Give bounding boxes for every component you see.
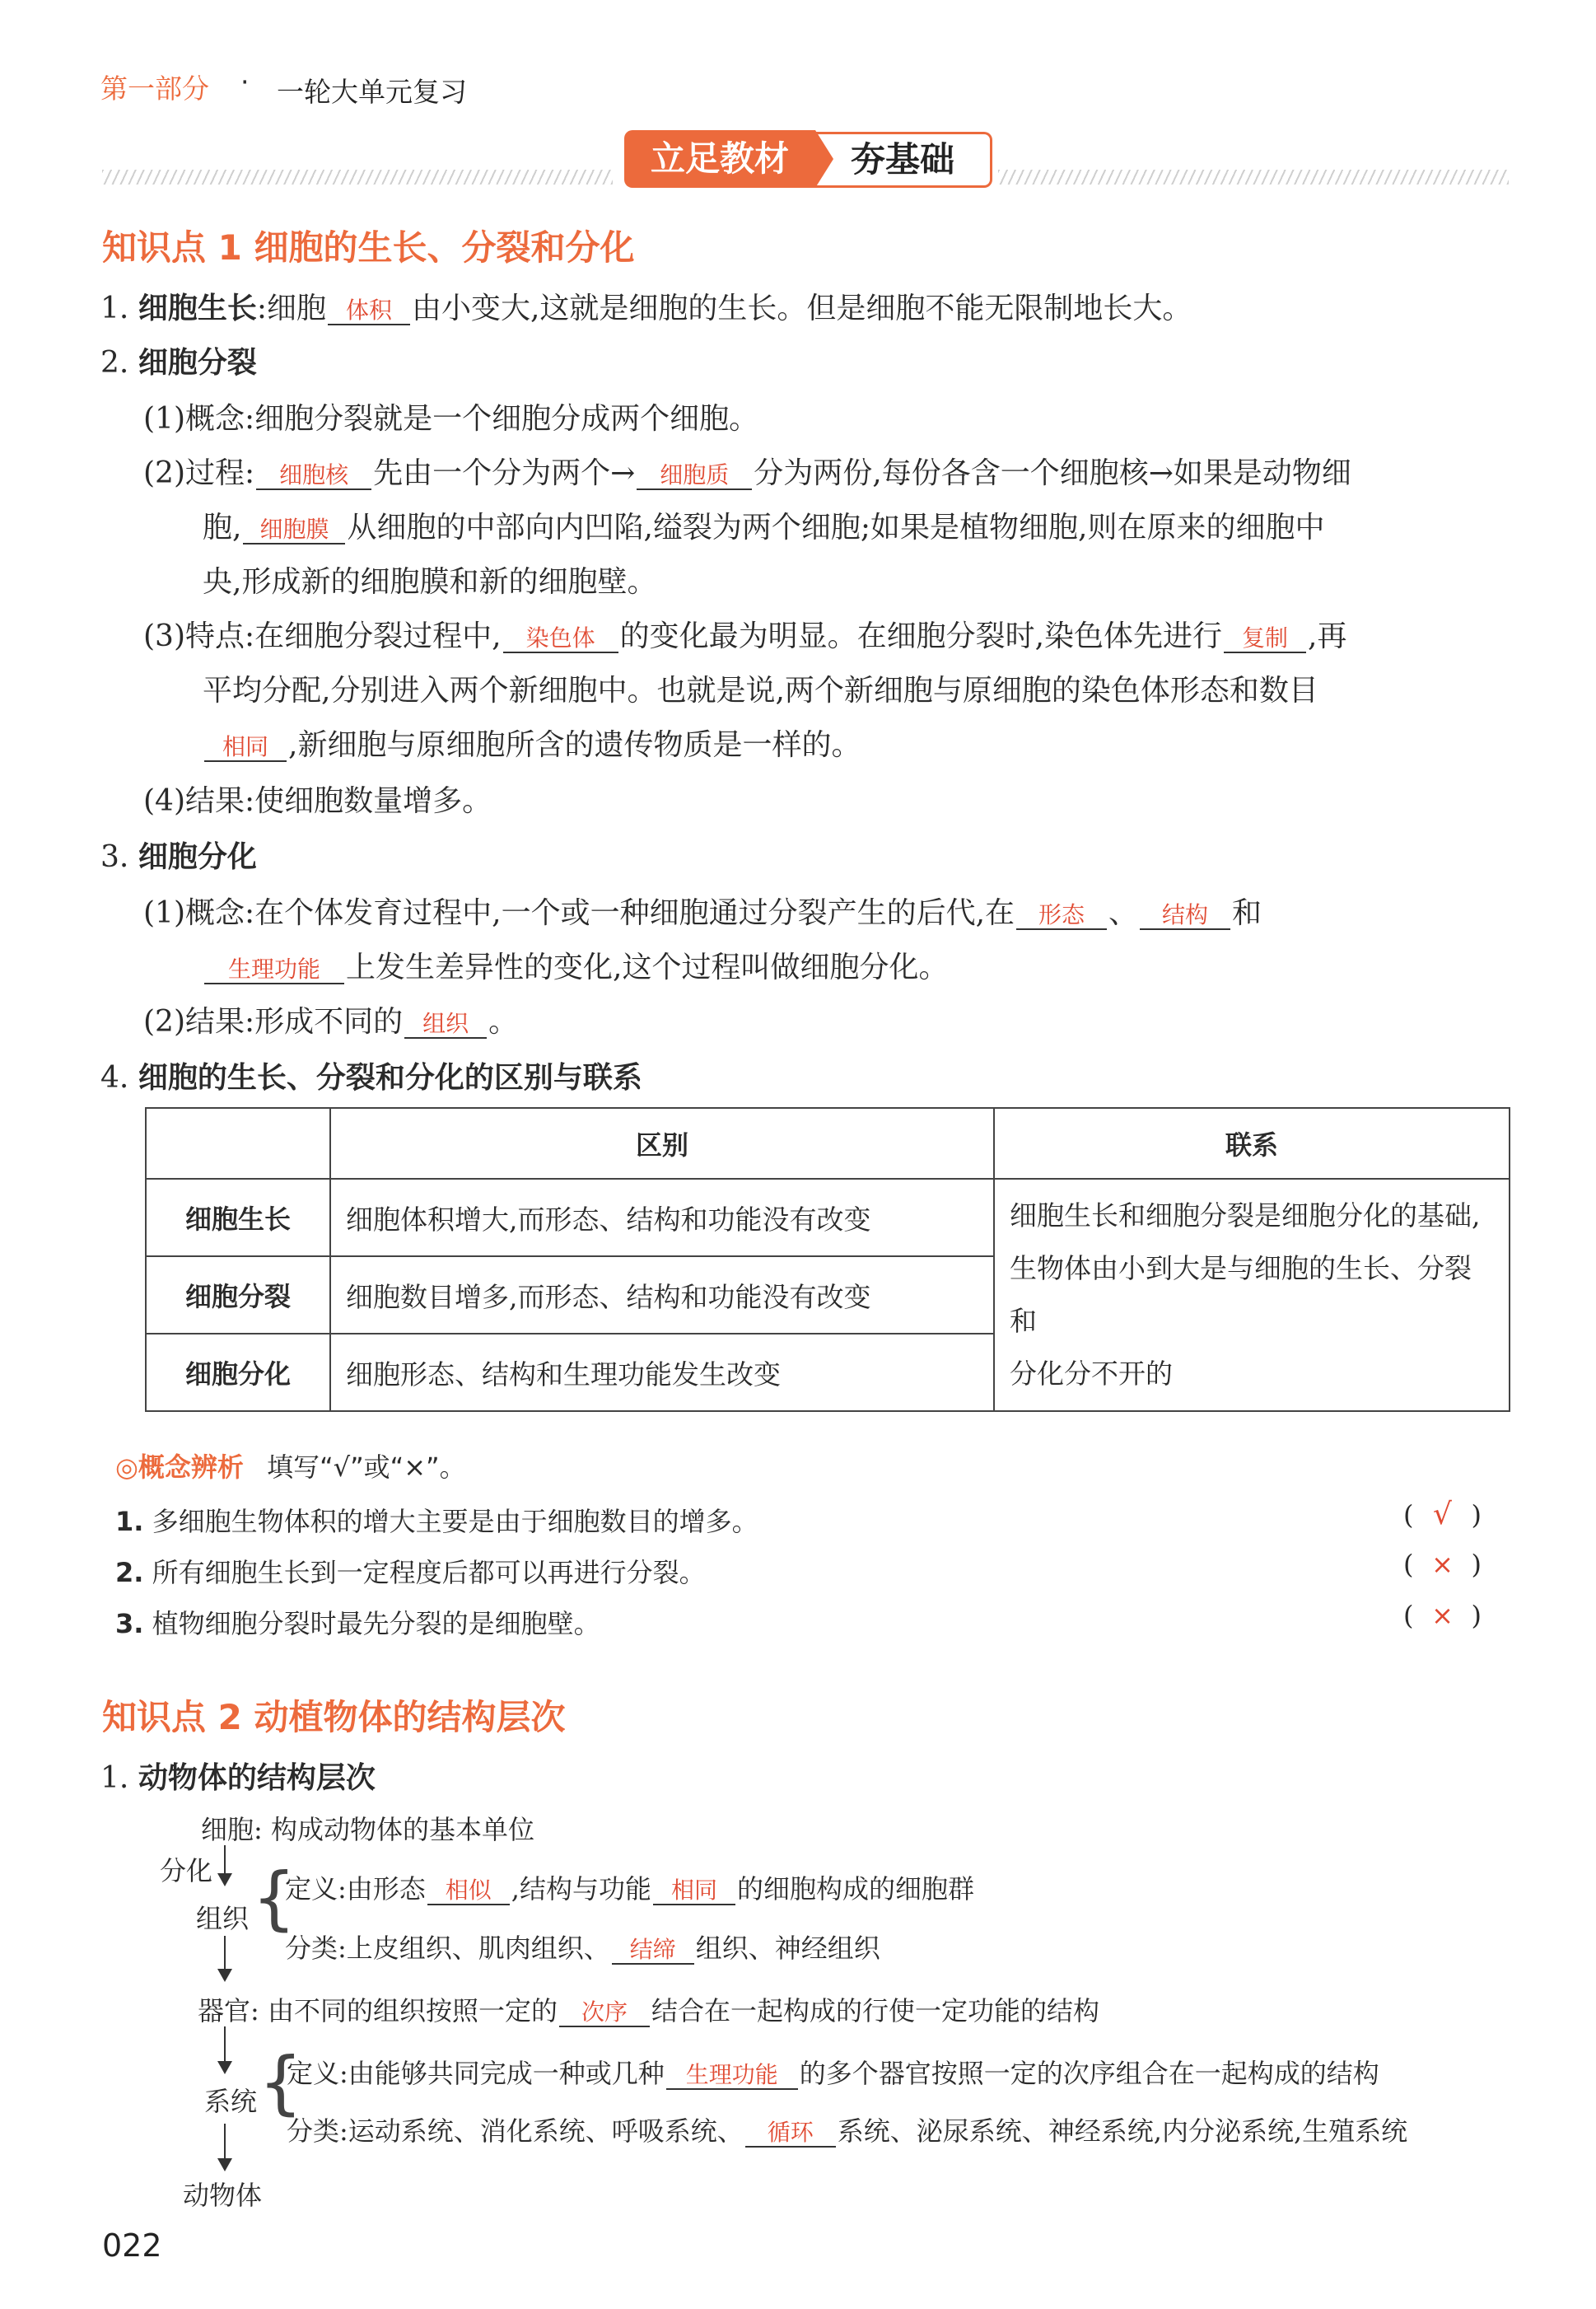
answer-blank: 循环 <box>745 2121 836 2148</box>
brace-icon: { <box>259 2042 303 2123</box>
level-organ: 器官: 由不同的组织按照一定的 次序 结合在一起构成的行使一定功能的结构 <box>198 1995 1099 2026</box>
down-arrow-icon <box>224 2026 226 2073</box>
concept-label: ◎概念辨析 <box>115 1451 244 1483</box>
table-header-empty <box>146 1108 330 1179</box>
item-number: 1. <box>100 292 129 325</box>
table-connection-cell: 细胞生长和细胞分裂是细胞分化的基础, 生物体由小到大是与细胞的生长、分裂和 分化分不开的 <box>994 1179 1510 1411</box>
down-arrow-icon <box>224 1845 226 1885</box>
answer-blank: 相同 <box>653 1879 735 1905</box>
down-arrow-icon <box>224 1936 226 1980</box>
answer-blank: 结构 <box>1140 904 1230 930</box>
division-feature-line-3: 相同 ,新细胞与原细胞所含的遗传物质是一样的。 <box>203 722 861 764</box>
item-label: 细胞分化 <box>138 840 257 874</box>
decorative-hatch-right <box>998 170 1509 185</box>
answer-blank: 形态 <box>1016 904 1107 930</box>
division-process-line-2: 胞, 细胞膜 从细胞的中部向内凹陷,缢裂为两个细胞;如果是植物细胞,则在原来的细胞中 <box>203 511 1325 545</box>
answer-blank: 体积 <box>328 299 410 325</box>
system-definition: 定义:由能够共同完成一种或几种 生理功能 的多个器官按照一定的次序组合在一起构成的结构 <box>287 2058 1379 2089</box>
concept-instruction: 填写“√”或“×”。 <box>267 1451 466 1483</box>
judgement-answer: ( √ ) <box>1403 1498 1482 1531</box>
answer-blank: 生理功能 <box>666 2064 798 2090</box>
level-system: 系统 <box>204 2086 258 2117</box>
item-label: 细胞生长 <box>138 292 257 325</box>
decorative-hatch-left <box>102 170 613 185</box>
brace-icon: { <box>252 1858 296 1938</box>
chapter-subtitle: 一轮大单元复习 <box>277 76 467 108</box>
table-row <box>146 1179 1510 1256</box>
differentiation-result: (2)结果:形成不同的 组织 。 <box>143 1005 519 1039</box>
division-result: (4)结果:使细胞数量增多。 <box>143 784 492 818</box>
answer-blank: 细胞核 <box>256 464 371 490</box>
table-header-connection: 联系 <box>994 1108 1510 1179</box>
division-feature-line-1: (3)特点:在细胞分裂过程中, 染色体 的变化最为明显。在细胞分裂时,染色体先进行 复制 ,再 <box>143 619 1347 653</box>
level-cell: 细胞: 构成动物体的基本单位 <box>201 1814 534 1845</box>
banner-arrow-shape <box>815 130 833 188</box>
differentiation-concept-line-2: 生理功能 上发生差异性的变化,这个过程叫做细胞分化。 <box>203 944 948 986</box>
judgement-answer: ( × ) <box>1403 1600 1482 1631</box>
kp1-item-1: 1. 细胞生长:细胞 体积 由小变大,这就是细胞的生长。但是细胞不能无限制地长大。 <box>100 292 1192 325</box>
division-process-line-3: 央,形成新的细胞膜和新的细胞壁。 <box>203 565 657 599</box>
answer-blank: 细胞质 <box>637 464 752 490</box>
item-label: 动物体的结构层次 <box>138 1761 376 1795</box>
table-cell: 细胞形态、结构和生理功能发生改变 <box>330 1334 994 1411</box>
table-header-difference: 区别 <box>330 1108 994 1179</box>
section-banner <box>624 130 987 188</box>
answer-blank: 相同 <box>204 736 287 762</box>
banner-right-label: 夯基础 <box>807 132 992 188</box>
down-arrow-icon <box>224 2124 226 2170</box>
kp1-item-3: 3. 细胞分化 <box>100 840 257 874</box>
division-concept: (1)概念:细胞分裂就是一个细胞分成两个细胞。 <box>143 402 759 436</box>
concept-discrimination-header <box>115 1447 466 1484</box>
level-tissue: 组织 <box>196 1903 250 1934</box>
answer-blank: 细胞膜 <box>243 518 345 545</box>
page-number: 022 <box>102 2227 162 2264</box>
differentiation-concept-line-1: (1)概念:在个体发育过程中,一个或一种细胞通过分裂产生的后代,在 形态 、 结构 和 <box>143 896 1262 930</box>
table-header-row <box>146 1108 1510 1179</box>
tissue-definition: 定义:由形态 相似 ,结构与功能 相同 的细胞构成的细胞群 <box>285 1873 974 1905</box>
answer-blank: 生理功能 <box>204 958 344 984</box>
knowledge-point-2-title: 知识点 2 动植物体的结构层次 <box>102 1697 566 1737</box>
kp2-item-1: 1. 动物体的结构层次 <box>100 1761 376 1795</box>
item-label: 细胞分裂 <box>138 346 257 380</box>
level-animal: 动物体 <box>183 2180 263 2211</box>
answer-blank: 结缔 <box>612 1938 694 1965</box>
judgement-answer: ( × ) <box>1403 1549 1482 1580</box>
comparison-table <box>145 1107 1510 1412</box>
answer-blank: 相似 <box>427 1879 510 1905</box>
banner-left-label: 立足教材 <box>624 130 815 188</box>
answer-blank: 染色体 <box>503 627 618 653</box>
differentiation-label: 分化 <box>160 1855 213 1886</box>
division-process-line-1: (2)过程: 细胞核 先由一个分为两个→ 细胞质 分为两份,每份各含一个细胞核→如果是动物细 <box>143 456 1351 490</box>
table-cell: 细胞体积增大,而形态、结构和功能没有改变 <box>330 1179 994 1256</box>
kp1-item-4: 4. 细胞的生长、分裂和分化的区别与联系 <box>100 1061 642 1095</box>
item-label: 细胞的生长、分裂和分化的区别与联系 <box>138 1061 642 1095</box>
answer-blank: 次序 <box>559 2001 650 2027</box>
judgement-question: 3. 植物细胞分裂时最先分裂的是细胞壁。 <box>115 1608 600 1639</box>
table-cell: 细胞数目增多,而形态、结构和功能没有改变 <box>330 1256 994 1334</box>
tissue-classification: 分类:上皮组织、肌肉组织、 结缔 组织、神经组织 <box>285 1933 880 1964</box>
table-row-label: 细胞生长 <box>146 1179 330 1256</box>
division-feature-line-2: 平均分配,分别进入两个新细胞中。也就是说,两个新细胞与原细胞的染色体形态和数目 <box>203 674 1318 708</box>
table-row-label: 细胞分化 <box>146 1334 330 1411</box>
judgement-question: 1. 多细胞生物体积的增大主要是由于细胞数目的增多。 <box>115 1506 758 1537</box>
section-label: 第一部分 <box>100 72 209 105</box>
kp1-item-2: 2. 细胞分裂 <box>100 346 257 380</box>
header-separator: · <box>240 66 250 98</box>
system-classification: 分类:运动系统、消化系统、呼吸系统、 循环 系统、泌尿系统、神经系统,内分泌系统,生殖系统 <box>287 2115 1408 2147</box>
knowledge-point-1-title: 知识点 1 细胞的生长、分裂和分化 <box>102 227 635 268</box>
answer-blank: 复制 <box>1224 627 1306 653</box>
judgement-question: 2. 所有细胞生长到一定程度后都可以再进行分裂。 <box>115 1557 706 1588</box>
table-row-label: 细胞分裂 <box>146 1256 330 1334</box>
answer-blank: 组织 <box>404 1012 487 1039</box>
